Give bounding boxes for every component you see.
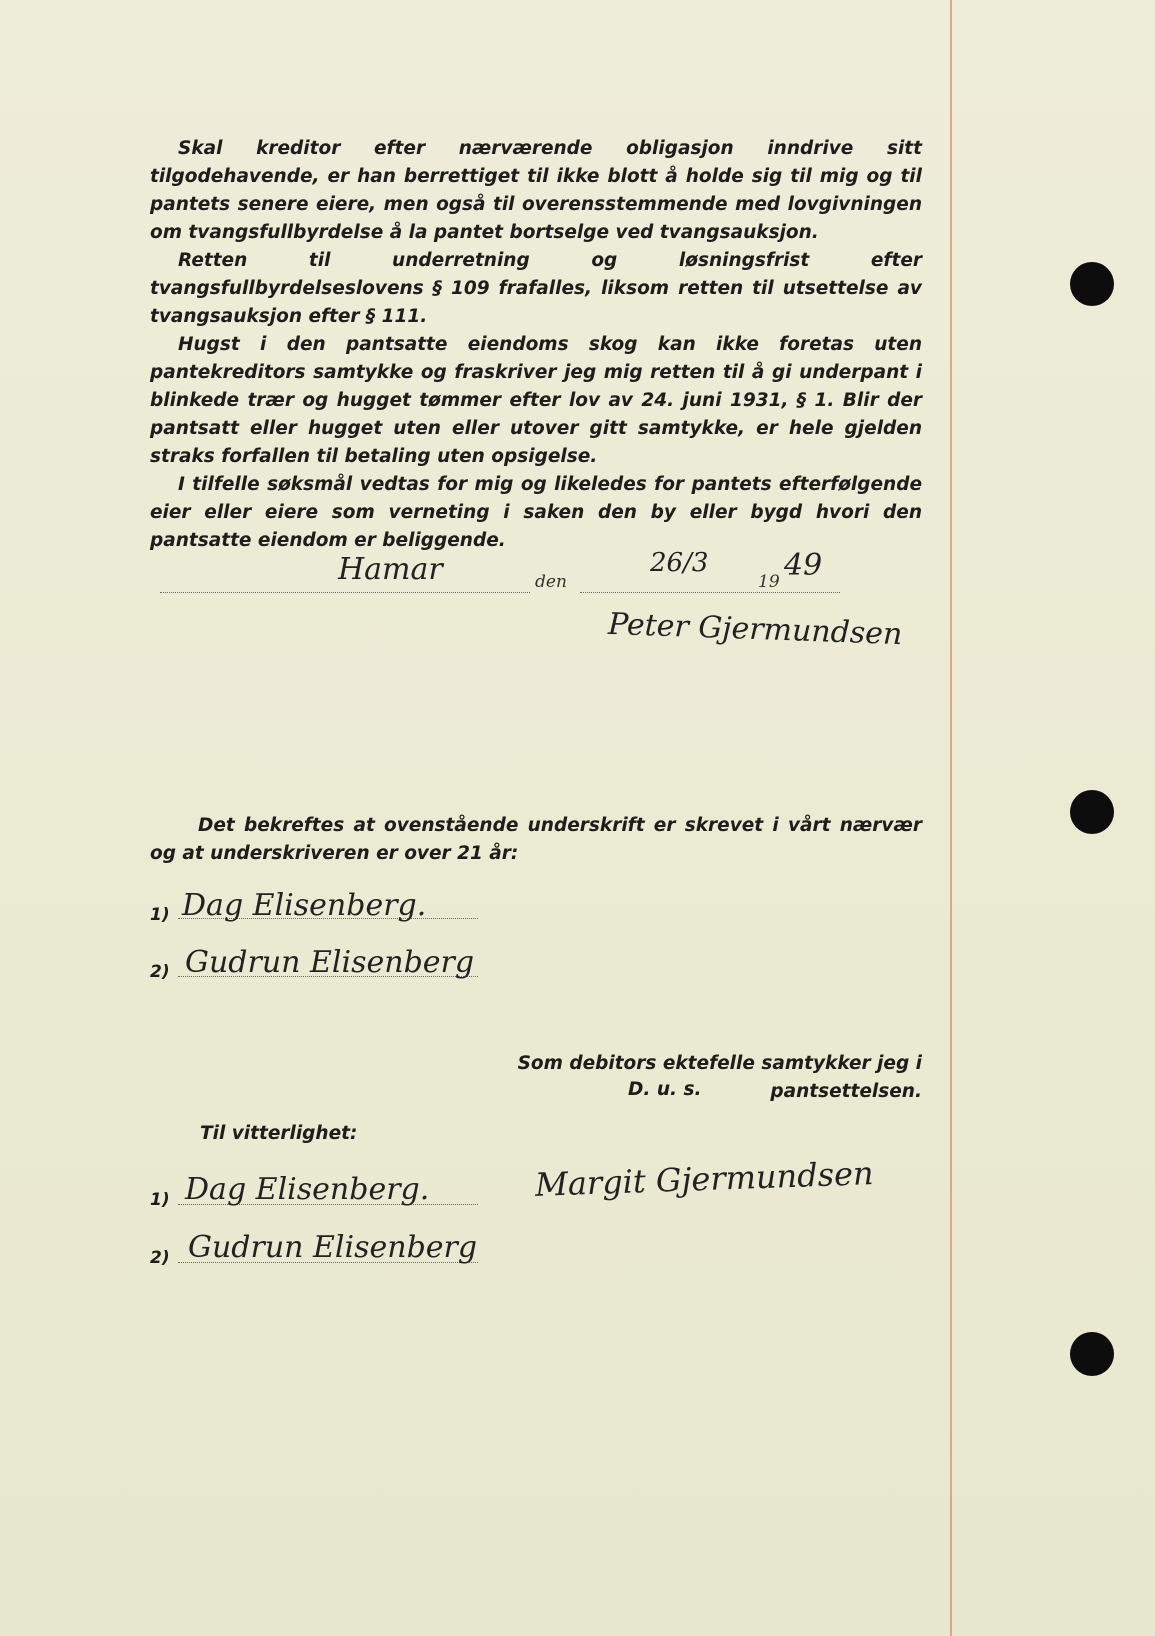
consent-witness-1-signature: Dag Elisenberg.	[185, 1172, 430, 1207]
attest-witness-1-signature: Dag Elisenberg.	[182, 888, 427, 923]
consent-witness-1-num: 1)	[150, 1190, 170, 1210]
place-dotline	[160, 592, 530, 593]
den-label: den	[535, 572, 567, 592]
place-handwritten: Hamar	[338, 552, 443, 587]
spouse-consent: Som debitors ektefelle samtykker jeg i pantsettelsen.	[517, 1053, 922, 1102]
obligation-terms	[150, 135, 922, 555]
attest-witness-2-signature: Gudrun Elisenberg	[185, 945, 475, 980]
date-handwritten: 26/3	[650, 548, 709, 578]
year-handwritten: 49	[784, 548, 823, 583]
paragraph-venue: I tilfelle søksmål vedtas for mig og likeledes for pantets efterfølgende eier eller eiere som verneting i saken den by eller bygd hvori den pantsatte eiendom er beliggende.	[150, 474, 922, 551]
attest-witness-1-num: 1)	[150, 905, 170, 925]
year-prefix: 19	[758, 572, 780, 592]
paragraph-logging: Hugst i den pantsatte eiendoms skog kan ikke foretas uten pantekreditors samtykke og fraskriver jeg mig retten til å gi underpant i blinkede trær og hugget tømmer efter lov av 24. juni 1931, § 1. Blir der pantsatt eller hugget uten eller utover gitt samtykke, er hele gjelden straks forfallen til betaling uten opsigelse.	[150, 334, 922, 467]
paragraph-notice-waiver: Retten til underretning og løsningsfrist efter tvangsfullbyrdelseslovens § 109 frafalles, liksom retten til utsettelse av tvangsauksjon efter § 111.	[150, 250, 922, 327]
place-date-line	[160, 548, 840, 592]
spouse-signature: Margit Gjermundsen	[534, 1154, 875, 1204]
debtor-signature: Peter Gjermundsen	[607, 606, 903, 653]
dus-abbrev: D. u. s.	[628, 1079, 702, 1100]
attestation-paragraph: Det bekreftes at ovenstående underskrift er skrevet i vårt nærvær og at underskriveren er over 21 år:	[150, 815, 922, 864]
punch-hole-bottom	[1070, 1332, 1114, 1376]
attest-witness-2-num: 2)	[150, 962, 170, 982]
margin-rule	[950, 0, 952, 1636]
punch-hole-middle	[1070, 790, 1114, 834]
consent-witness-2-signature: Gudrun Elisenberg	[188, 1230, 478, 1265]
paragraph-enforcement: Skal kreditor efter nærværende obligasjon inndrive sitt tilgodehavende, er han berrettiget til ikke blott å holde sig til mig og til pantets senere eiere, men også til overensstemmende med lovgivningen om tvangsfullbyrdelse å la pantet bortselge ved tvangsauksjon.	[150, 138, 922, 243]
punch-hole-top	[1070, 262, 1114, 306]
date-dotline	[580, 592, 840, 593]
attestation-text	[150, 812, 922, 868]
witness-heading: Til vitterlighet:	[200, 1123, 358, 1144]
consent-witness-2-num: 2)	[150, 1248, 170, 1268]
